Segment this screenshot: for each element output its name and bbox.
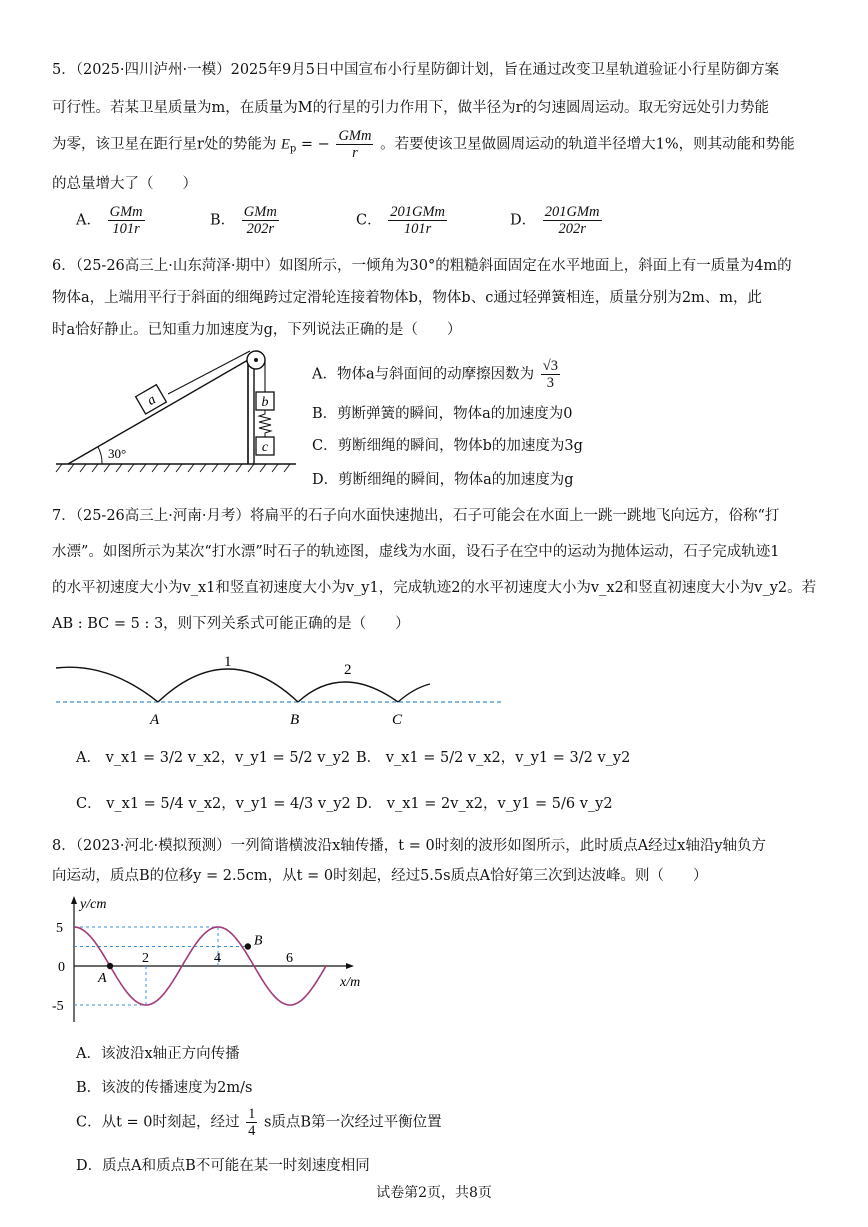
q7-option-d-label: D．	[356, 796, 383, 812]
x-tick-2: 2	[142, 951, 149, 966]
x-tick-6: 6	[286, 951, 293, 966]
y-tick-0: 0	[58, 960, 65, 975]
q6-block-a-label: a	[144, 392, 159, 409]
q7-trajectory-1-label: 1	[224, 654, 232, 670]
x-tick-4: 4	[214, 951, 221, 966]
q5-option-c-label: C．	[356, 212, 382, 229]
q8-option-c-num: 1	[248, 1106, 256, 1122]
q7-option-a-label: A．	[76, 750, 101, 766]
q5-formula-num: GMm	[338, 128, 372, 144]
y-axis-label: y/cm	[80, 897, 107, 912]
q5-line3a: 为零，该卫星在距行星r处的势能为	[52, 136, 277, 153]
q7-option-a-text: v_x1 = 3/2 v_x2，v_y1 = 5/2 v_y2	[105, 750, 351, 766]
q5-option-a-label: A．	[76, 212, 101, 229]
y-tick-neg5: -5	[52, 999, 64, 1014]
x-axis-arrow	[346, 963, 354, 969]
q7-trajectory-2-label: 2	[344, 662, 352, 678]
q8-option-c-text-b: s质点B第一次经过平衡位置	[263, 1114, 442, 1131]
q6-option-b[interactable]: B．剪断弹簧的瞬间，物体a的加速度为0	[312, 406, 573, 422]
q5-line3	[52, 128, 795, 161]
q8-option-c[interactable]	[76, 1106, 442, 1139]
q5-option-b-num: GMm	[243, 204, 277, 220]
q7-option-b-text: v_x1 = 5/2 v_x2，v_y1 = 3/2 v_y2	[385, 750, 631, 766]
q8-option-d[interactable]: D．质点A和质点B不可能在某一时刻速度相同	[76, 1158, 370, 1174]
q7-option-c-label: C．	[76, 796, 102, 812]
q6-angle-label: 30°	[108, 446, 127, 461]
q5-option-c[interactable]	[356, 204, 449, 237]
q7-point-c: C	[392, 712, 403, 728]
q5-option-c-num: 201GMm	[390, 204, 445, 220]
q5-option-d-label: D．	[510, 212, 537, 229]
q5-formula-eq: = −	[300, 136, 330, 153]
q7-line2: 水漂”。如图所示为某次“打水漂”时石子的轨迹图，虚线为水面，设石子在空中的运动为抛体运动，石子完成轨迹1	[52, 544, 780, 560]
q7-line3: 的水平初速度大小为v_x1和竖直初速度大小为v_y1，完成轨迹2的水平初速度大小为v_x2和竖直初速度大小为v_y2。若	[52, 580, 817, 596]
q6-option-a-den: 3	[546, 375, 554, 391]
q6-line2: 物体a，上端用平行于斜面的细绳跨过定滑轮连接着物体b，物体b、c通过轻弹簧相连，质量分别为2m、m，此	[52, 290, 763, 306]
q7-point-a: A	[150, 712, 160, 728]
q5-option-b-label: B．	[210, 212, 236, 229]
q6-option-a[interactable]	[312, 358, 562, 391]
q7-option-b[interactable]	[356, 746, 630, 767]
q6-incline-figure	[52, 346, 302, 476]
q5-option-b-den: 202r	[246, 221, 274, 237]
q5-formula-den: r	[352, 145, 358, 161]
q5-option-a[interactable]	[76, 204, 147, 237]
q7-point-b: B	[290, 712, 300, 728]
q5-option-d-den: 202r	[558, 221, 586, 237]
q5-option-a-den: 101r	[112, 221, 140, 237]
q7-line1: 7．（25-26高三上·河南·月考）将扁平的石子向水面快速抛出，石子可能会在水面上一跳一跳地飞向远方，俗称“打	[52, 508, 780, 524]
q5-formula-lhs: E	[281, 136, 290, 153]
q5-line3b: 。若要使该卫星做圆周运动的轨道半径增大1%，则其动能和势能	[380, 136, 795, 153]
q5-line1: 5．（2025·四川泸州·一模）2025年9月5日中国宣布小行星防御计划，旨在通过改变卫星轨道验证小行星防御方案	[52, 62, 779, 78]
point-a-marker	[107, 963, 113, 969]
q7-option-b-label: B．	[356, 750, 382, 766]
q8-line1: 8．（2023·河北·模拟预测）一列简谐横波沿x轴传播，t = 0时刻的波形如图所示，此时质点A经过x轴沿y轴负方	[52, 838, 767, 854]
q7-option-d-text: v_x1 = 2v_x2，v_y1 = 5/6 v_y2	[386, 796, 613, 812]
q6-option-a-num: √3	[542, 358, 558, 374]
q5-option-c-den: 101r	[403, 221, 432, 237]
q7-option-a[interactable]	[76, 746, 350, 767]
point-b-label: B	[253, 933, 263, 949]
q8-option-c-den: 4	[248, 1123, 256, 1139]
q5-line4: 的总量增大了（ ）	[52, 176, 197, 192]
q7-skipping-stone-figure	[52, 648, 512, 732]
q5-formula-frac	[336, 128, 373, 161]
q6-block-c-label: c	[261, 440, 269, 455]
page-footer: 试卷第2页，共8页	[376, 1185, 492, 1201]
point-b-marker	[245, 943, 251, 949]
q5-option-b[interactable]	[210, 204, 281, 237]
point-a-label: A	[98, 971, 107, 986]
q5-option-d[interactable]	[510, 204, 604, 237]
q6-line3: 时a恰好静止。已知重力加速度为g，下列说法正确的是（ ）	[52, 322, 462, 338]
q8-option-a[interactable]: A．该波沿x轴正方向传播	[76, 1046, 240, 1062]
q8-option-c-text-a: C．从t = 0时刻起，经过	[76, 1114, 240, 1131]
y-tick-5: 5	[56, 921, 63, 936]
q6-option-c[interactable]: C．剪断细绳的瞬间，物体b的加速度为3g	[312, 438, 583, 454]
q6-option-d[interactable]: D．剪断细绳的瞬间，物体a的加速度为g	[312, 472, 574, 488]
q7-line4: AB : BC = 5 : 3，则下列关系式可能正确的是（ ）	[52, 616, 410, 632]
q8-line2: 向运动，质点B的位移y = 2.5cm，从t = 0时刻起，经过5.5s质点A恰好第三次到达波峰。则（ ）	[52, 868, 708, 884]
q5-option-d-num: 201GMm	[544, 204, 600, 220]
q7-option-c[interactable]	[76, 792, 351, 813]
q5-formula-sub: p	[289, 143, 297, 155]
x-axis-label: x/m	[340, 975, 361, 990]
q6-line1: 6．（25-26高三上·山东菏泽·期中）如图所示，一倾角为30°的粗糙斜面固定在水平地面上，斜面上有一质量为4m的	[52, 258, 792, 274]
q7-option-d[interactable]	[356, 792, 613, 813]
q8-option-b[interactable]: B．该波的传播速度为2m/s	[76, 1080, 253, 1096]
q6-block-b-label: b	[261, 395, 269, 410]
q5-option-a-num: GMm	[109, 204, 143, 220]
y-axis-arrow	[71, 896, 77, 904]
q6-option-a-text: A．物体a与斜面间的动摩擦因数为	[312, 366, 535, 383]
q8-wave-graph	[50, 892, 380, 1032]
q5-line2: 可行性。若某卫星质量为m，在质量为M的行星的引力作用下，做半径为r的匀速圆周运动。取无穷远处引力势能	[52, 100, 770, 116]
q7-option-c-text: v_x1 = 5/4 v_x2，v_y1 = 4/3 v_y2	[106, 796, 351, 812]
